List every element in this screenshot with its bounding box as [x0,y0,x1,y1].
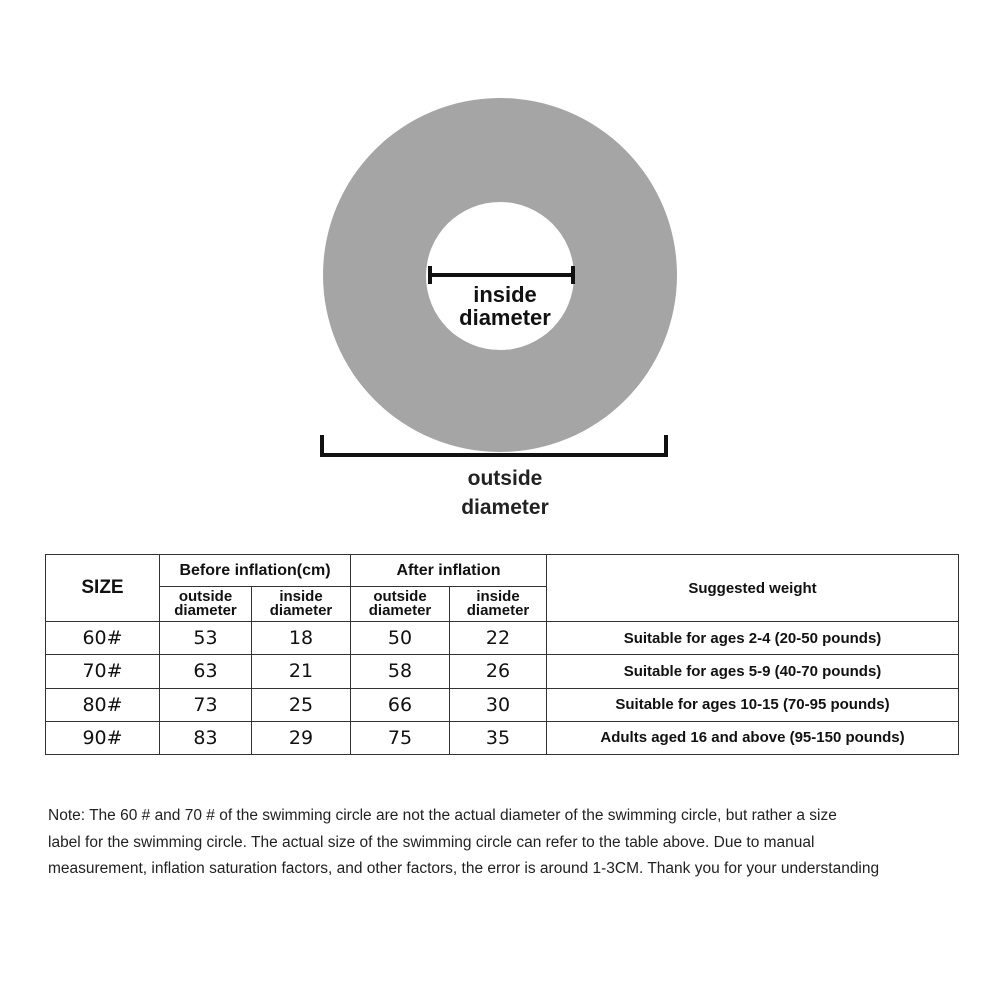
table-row [46,655,959,688]
table-row [46,688,959,721]
after-outside-cell: 58 [351,655,450,688]
note-line: label for the swimming circle. The actual size of the swimming circle can refer to the table above. Due to manual [48,833,815,851]
after-outside-cell: 66 [351,688,450,721]
weight-cell: Suitable for ages 5-9 (40-70 pounds) [547,655,959,688]
sub-header-line1: inside [476,588,520,605]
before-outside-cell: 73 [160,688,252,721]
suggested-weight-header: Suggested weight [547,555,959,622]
sub-header-line1: inside [279,588,323,605]
before-outside-diameter-header [160,587,252,622]
sub-header-line1: outside [373,588,427,605]
outside-diameter-label [420,464,590,522]
before-inside-cell: 21 [252,655,351,688]
inside-label-line1: inside [473,282,537,307]
table-row [46,622,959,655]
sub-header-line1: outside [178,588,233,605]
weight-cell: Suitable for ages 2-4 (20-50 pounds) [547,622,959,655]
table-row [46,721,959,754]
after-inside-cell: 30 [450,688,547,721]
before-inside-diameter-header [252,587,351,622]
note-paragraph [48,803,993,883]
sub-header-line2: diameter [466,602,530,619]
before-outside-cell: 83 [160,721,252,754]
after-inside-cell: 35 [450,721,547,754]
sub-header-line2: diameter [269,602,333,619]
inside-diameter-label [420,283,590,329]
before-outside-cell: 53 [160,622,252,655]
outside-label-line1: outside [467,467,543,490]
inside-label-line2: diameter [459,305,551,330]
after-outside-cell: 75 [351,721,450,754]
after-inflation-header: After inflation [351,555,547,587]
after-inside-cell: 22 [450,622,547,655]
size-cell: 80# [46,688,160,721]
before-inside-cell: 25 [252,688,351,721]
after-inside-cell: 26 [450,655,547,688]
weight-cell: Suitable for ages 10-15 (70-95 pounds) [547,688,959,721]
after-outside-cell: 50 [351,622,450,655]
outside-label-line2: diameter [461,496,549,519]
sub-header-line2: diameter [174,602,237,619]
sub-header-line2: diameter [368,602,432,619]
size-cell: 70# [46,655,160,688]
before-outside-cell: 63 [160,655,252,688]
before-inside-cell: 29 [252,721,351,754]
size-header: SIZE [46,555,160,622]
size-cell: 60# [46,622,160,655]
note-line: measurement, inflation saturation factors, and other factors, the error is around 1-3CM. Thank you for your understanding [48,860,880,877]
after-inside-diameter-header [450,587,547,622]
size-table [45,554,959,755]
after-outside-diameter-header [351,587,450,622]
before-inside-cell: 18 [252,622,351,655]
before-inflation-header: Before inflation(cm) [160,555,351,587]
weight-cell: Adults aged 16 and above (95-150 pounds) [547,721,959,754]
note-line: Note: The 60 # and 70 # of the swimming circle are not the actual diameter of the swimming circle, but rather a size [48,807,837,824]
size-cell: 90# [46,721,160,754]
